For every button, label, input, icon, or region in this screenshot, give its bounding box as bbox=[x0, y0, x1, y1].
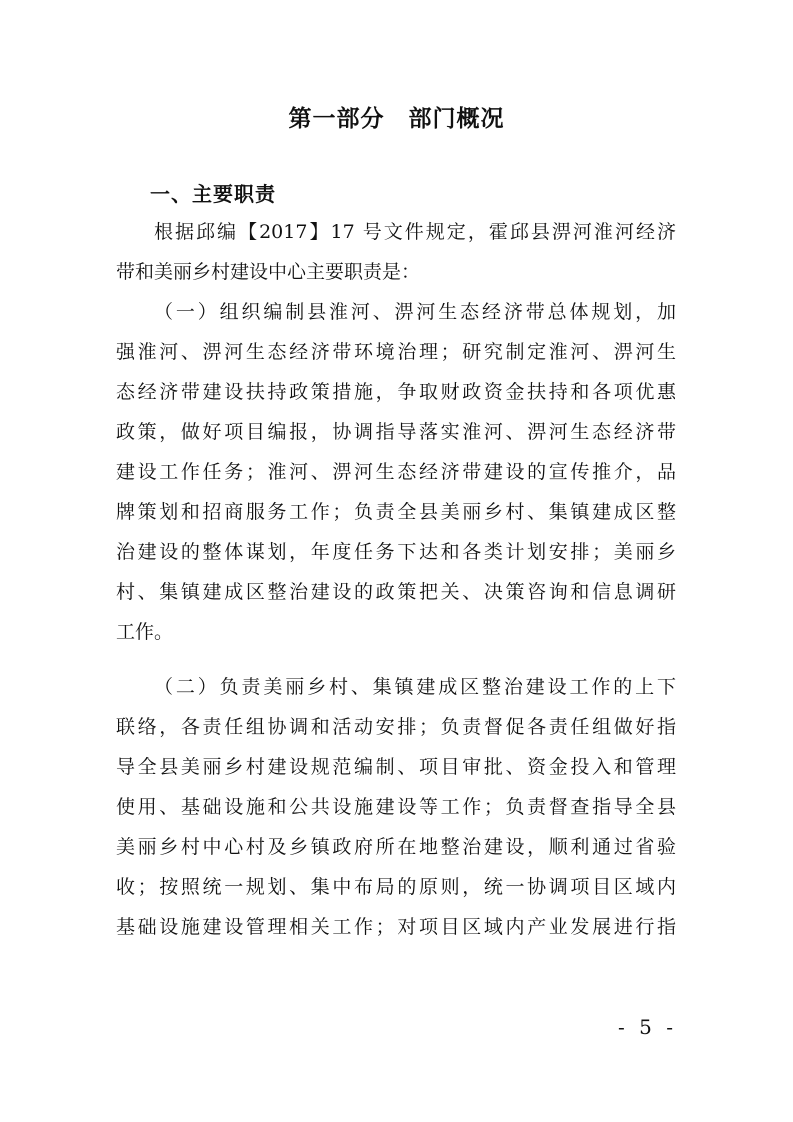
text-line: 联络，各责任组协调和活动安排；负责督促各责任组做好指 bbox=[116, 716, 676, 738]
text-line: 使用、基础设施和公共设施建设等工作；负责督查指导全县 bbox=[116, 796, 676, 818]
text-line: 美丽乡村中心村及乡镇政府所在地整治建设，顺利通过省验 bbox=[116, 836, 676, 858]
paragraph-2 bbox=[116, 667, 676, 947]
text-line: 牌策划和招商服务工作；负责全县美丽乡村、集镇建成区整 bbox=[116, 501, 676, 523]
text-line: 建设工作任务；淮河、淠河生态经济带建设的宣传推介，品 bbox=[116, 461, 676, 483]
text-line: （二）负责美丽乡村、集镇建成区整治建设工作的上下 bbox=[154, 676, 676, 698]
intro-paragraph bbox=[116, 212, 676, 292]
text-line: 收；按照统一规划、集中布局的原则，统一协调项目区域内 bbox=[116, 876, 676, 898]
text-line: 工作。 bbox=[116, 621, 174, 643]
paragraph-1 bbox=[116, 292, 676, 652]
text-line: 态经济带建设扶持政策措施，争取财政资金扶持和各项优惠 bbox=[116, 381, 676, 403]
page-title: 第一部分 部门概况 bbox=[288, 106, 505, 132]
text-line: 强淮河、淠河生态经济带环境治理；研究制定淮河、淠河生 bbox=[116, 341, 676, 363]
page-number: - 5 - bbox=[618, 1015, 677, 1039]
section-heading: 一、主要职责 bbox=[150, 182, 276, 206]
text-line: 政策，做好项目编报，协调指导落实淮河、淠河生态经济带 bbox=[116, 421, 676, 443]
text-line: 带和美丽乡村建设中心主要职责是： bbox=[116, 261, 421, 283]
text-line: 根据邱编【2017】17 号文件规定，霍邱县淠河淮河经济 bbox=[154, 221, 676, 243]
text-line: 治建设的整体谋划，年度任务下达和各类计划安排；美丽乡 bbox=[116, 541, 676, 563]
text-line: 基础设施建设管理相关工作；对项目区域内产业发展进行指 bbox=[116, 916, 676, 938]
text-line: （一）组织编制县淮河、淠河生态经济带总体规划，加 bbox=[154, 301, 676, 323]
text-line: 村、集镇建成区整治建设的政策把关、决策咨询和信息调研 bbox=[116, 581, 676, 603]
text-line: 导全县美丽乡村建设规范编制、项目审批、资金投入和管理 bbox=[116, 756, 676, 778]
